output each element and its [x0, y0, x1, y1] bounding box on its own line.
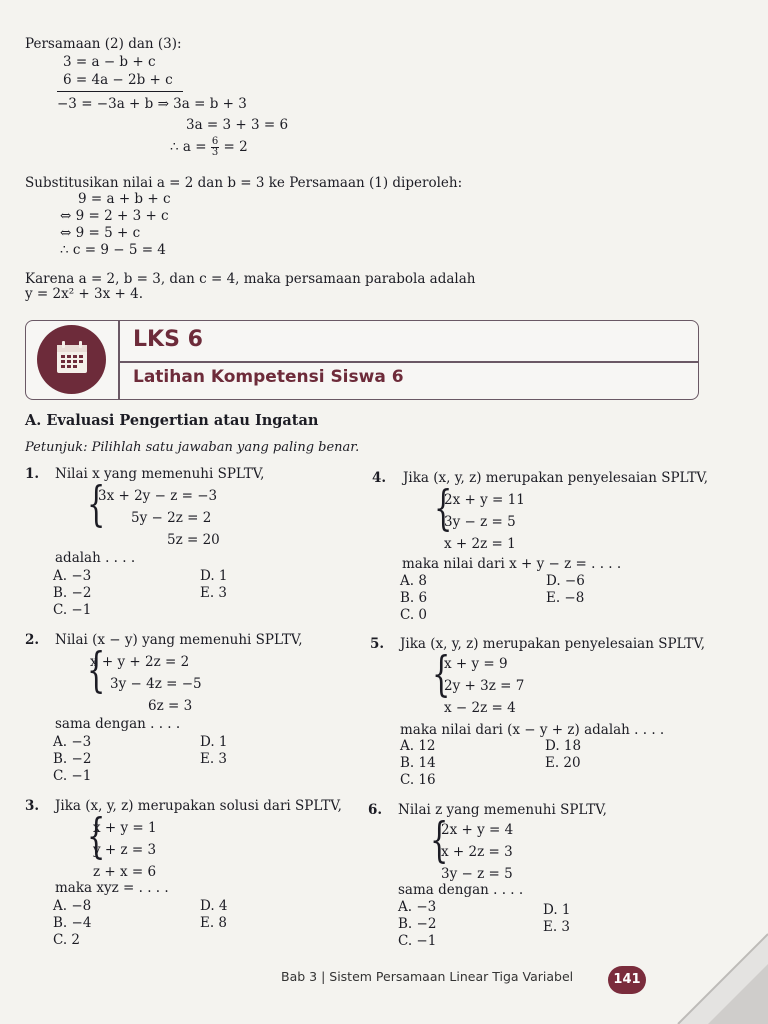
question-number: 5. [370, 636, 385, 652]
substitution-text: Substitusikan nilai a = 2 dan b = 3 ke Persamaan (1) diperoleh: [25, 175, 463, 191]
equation-line: ⇔ 9 = 2 + 3 + c [60, 208, 169, 224]
question-number: 1. [25, 466, 40, 482]
system-equation: 3y − z = 5 [441, 866, 513, 882]
system-equation: 5y − 2z = 2 [131, 510, 212, 526]
option[interactable]: D. 1 [200, 568, 228, 584]
option[interactable]: A. 12 [400, 738, 436, 754]
question-number: 3. [25, 798, 40, 814]
system-equation: 5z = 20 [167, 532, 220, 548]
brace: { [87, 642, 106, 698]
question-tail: maka nilai dari x + y − z = . . . . [402, 556, 622, 572]
banner-divider [118, 321, 120, 399]
banner-divider [118, 361, 698, 363]
equation-line: −3 = −3a + b ⇒ 3a = b + 3 [57, 96, 247, 112]
lks-banner [25, 320, 699, 400]
system-equation: x + y = 9 [444, 656, 508, 672]
section-title: A. Evaluasi Pengertian atau Ingatan [25, 412, 319, 429]
fraction-numerator: 6 [211, 136, 219, 147]
brace: { [87, 476, 106, 532]
equation-line-fraction [170, 137, 248, 158]
equation-line: 9 = a + b + c [78, 191, 171, 207]
question [372, 470, 732, 623]
system-equation: 3y − 4z = −5 [110, 676, 202, 692]
solution-heading: Persamaan (2) dan (3): [25, 36, 182, 52]
question-number: 4. [372, 470, 387, 486]
question-stem: Nilai x yang memenuhi SPLTV, [55, 466, 265, 482]
question-tail: adalah . . . . [55, 550, 136, 566]
question-stem: Jika (x, y, z) merupakan penyelesaian SPLTV, [403, 470, 709, 486]
conclusion-text: Karena a = 2, b = 3, dan c = 4, maka persamaan parabola adalah [25, 271, 476, 287]
option[interactable]: B. 14 [400, 755, 436, 771]
equation-line: ∴ c = 9 − 5 = 4 [60, 242, 166, 258]
option[interactable]: E. 20 [545, 755, 581, 771]
option[interactable]: E. 8 [200, 915, 228, 931]
question [25, 466, 355, 616]
lks-subtitle: Latihan Kompetensi Siswa 6 [133, 367, 404, 387]
option[interactable]: C. 0 [400, 607, 428, 623]
equation-line: 3a = 3 + 3 = 6 [186, 117, 289, 133]
option[interactable]: C. −1 [53, 602, 92, 618]
option[interactable]: B. −2 [53, 585, 92, 601]
option[interactable]: D. 18 [545, 738, 582, 754]
option[interactable]: A. −3 [53, 734, 92, 750]
option[interactable]: B. 6 [400, 590, 428, 606]
option[interactable]: E. −8 [546, 590, 585, 606]
option[interactable]: A. −8 [53, 898, 92, 914]
calendar-icon [37, 325, 106, 394]
system-equation: y + z = 3 [93, 842, 157, 858]
brace: { [87, 808, 106, 864]
question [25, 632, 355, 782]
question-tail: maka nilai dari (x − y + z) adalah . . . . [400, 722, 665, 738]
option[interactable]: B. −4 [53, 915, 92, 931]
option[interactable]: E. 3 [200, 585, 228, 601]
equation-line: 6 = 4a − 2b + c [63, 72, 173, 88]
brace: { [434, 480, 453, 536]
system-equation: x + 2z = 3 [441, 844, 513, 860]
system-equation: x − 2z = 4 [444, 700, 516, 716]
option[interactable]: D. 1 [543, 902, 571, 918]
system-equation: 3y − z = 5 [444, 514, 516, 530]
option[interactable]: C. −1 [398, 933, 437, 949]
question-stem: Nilai z yang memenuhi SPLTV, [398, 802, 607, 818]
system-equation: 2x + y = 11 [444, 492, 525, 508]
page-curl-decoration [638, 894, 768, 1024]
option[interactable]: C. 2 [53, 932, 81, 948]
question-stem: Jika (x, y, z) merupakan solusi dari SPLTV, [55, 798, 342, 814]
option[interactable]: D. −6 [546, 573, 585, 589]
conclusion-equation: y = 2x² + 3x + 4. [25, 286, 144, 302]
system-equation: x + 2z = 1 [444, 536, 516, 552]
fraction [211, 137, 219, 158]
footer-chapter: Bab 3 | Sistem Persamaan Linear Tiga Variabel [281, 969, 574, 984]
brace: { [432, 646, 451, 702]
fraction-suffix: = 2 [223, 139, 248, 155]
option[interactable]: C. 16 [400, 772, 436, 788]
question [370, 636, 730, 786]
question-number: 2. [25, 632, 40, 648]
option[interactable]: A. −3 [53, 568, 92, 584]
option[interactable]: D. 4 [200, 898, 228, 914]
option[interactable]: C. −1 [53, 768, 92, 784]
equation-line: 3 = a − b + c [63, 54, 156, 70]
fraction-prefix: ∴ a = [170, 139, 207, 155]
equation-line: ⇔ 9 = 5 + c [60, 225, 141, 241]
system-equation: 6z = 3 [148, 698, 193, 714]
system-equation: 3x + 2y − z = −3 [98, 488, 218, 504]
page-number: 141 [608, 966, 646, 994]
option[interactable]: E. 3 [200, 751, 228, 767]
option[interactable]: D. 1 [200, 734, 228, 750]
question-number: 6. [368, 802, 383, 818]
option[interactable]: E. 3 [543, 919, 571, 935]
question-tail: maka xyz = . . . . [55, 880, 169, 896]
subtraction-rule [57, 91, 183, 92]
option[interactable]: B. −2 [53, 751, 92, 767]
question-stem: Jika (x, y, z) merupakan penyelesaian SPLTV, [400, 636, 706, 652]
fraction-denominator: 3 [211, 147, 219, 158]
system-equation: 2x + y = 4 [441, 822, 514, 838]
instruction: Petunjuk: Pilihlah satu jawaban yang paling benar. [25, 440, 360, 455]
option[interactable]: A. −3 [398, 899, 437, 915]
question-tail: sama dengan . . . . [55, 716, 181, 732]
brace: { [430, 812, 449, 868]
question-tail: sama dengan . . . . [398, 882, 524, 898]
system-equation: x + y + 2z = 2 [90, 654, 190, 670]
option[interactable]: B. −2 [398, 916, 437, 932]
question-stem: Nilai (x − y) yang memenuhi SPLTV, [55, 632, 303, 648]
lks-title: LKS 6 [133, 327, 203, 352]
system-equation: 2y + 3z = 7 [444, 678, 525, 694]
system-equation: z + x = 6 [93, 864, 157, 880]
system-equation: x + y = 1 [93, 820, 157, 836]
lks-badge [37, 325, 106, 394]
option[interactable]: A. 8 [400, 573, 427, 589]
question [25, 798, 355, 948]
